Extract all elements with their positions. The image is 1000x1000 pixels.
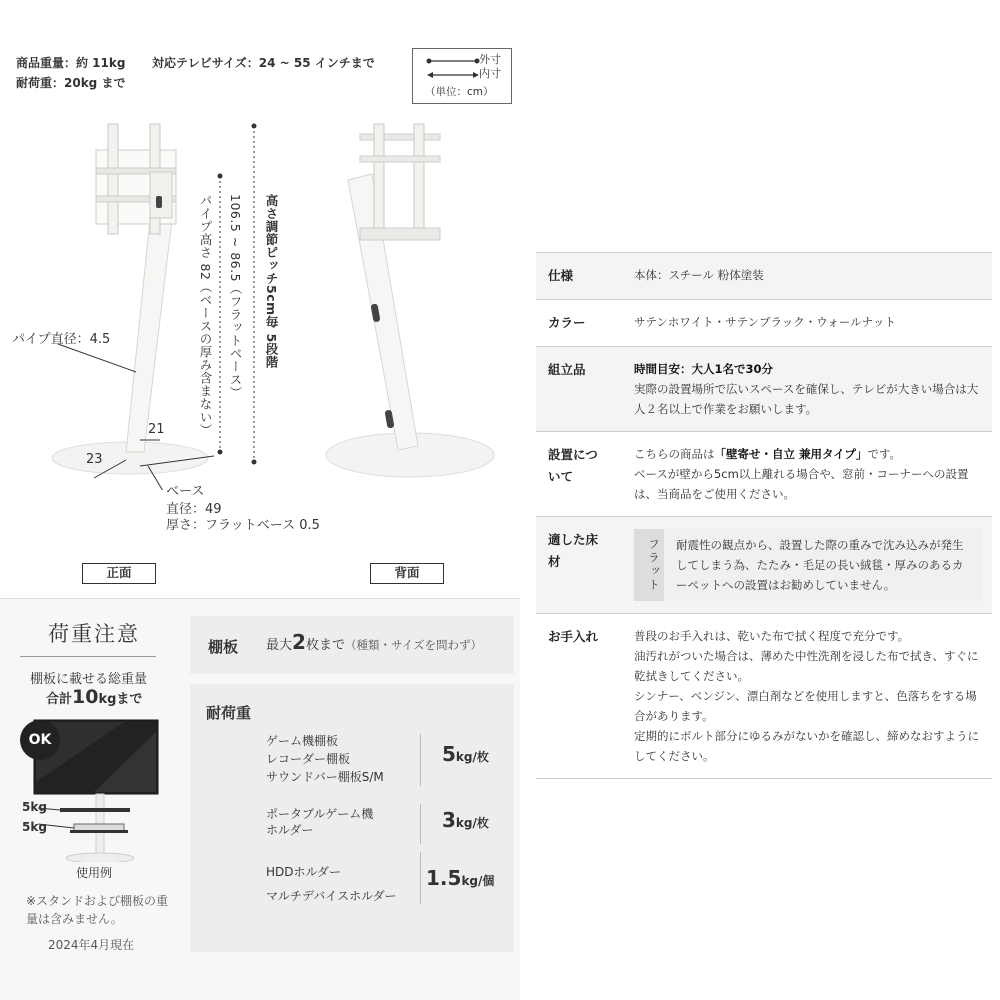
base-diameter: 直径：49: [166, 502, 222, 517]
dim-23-label: 23: [86, 452, 103, 467]
unit-legend: [412, 48, 512, 104]
capacity-card: [190, 684, 514, 952]
spec-table: [536, 252, 992, 779]
divider: [420, 804, 421, 844]
load-subtitle: 棚板に載せる総重量: [30, 672, 148, 687]
care-line: 普段のお手入れは、乾いた布で拭く程度で充分です。: [634, 629, 910, 643]
capacity-value: 1.5kg/個: [426, 866, 495, 890]
capacity-item-names: ポータブルゲーム機 ホルダー: [266, 807, 374, 837]
legend-inner: 内寸: [479, 67, 501, 80]
as-of-date: 2024年4月現在: [48, 938, 135, 952]
install-pre: こちらの商品は: [634, 447, 715, 461]
assembly-time: 時間目安：大人1名で30分: [634, 362, 774, 376]
legend-unit: （単位：cm）: [425, 86, 494, 98]
shelf-weight-2: 5kg: [22, 820, 47, 834]
shelf-weight-1: 5kg: [22, 800, 47, 814]
spec-head: 適した床材: [548, 532, 599, 569]
pipe-diameter-label: パイプ直径：4.5: [12, 332, 111, 347]
back-caption: 背面: [370, 563, 444, 584]
spec-row-care: [536, 614, 992, 779]
spec-row-floor: [536, 517, 992, 614]
install-type: 「壁寄せ・自立 兼用タイプ」: [714, 447, 868, 461]
install-note: ベースが壁から5cm以上離れる場合や、窓前・コーナーへの設置は、当商品をご使用ください。: [634, 467, 969, 501]
capacity-title: 耐荷重: [206, 704, 252, 722]
spec-row-assembly: [536, 347, 992, 432]
flat-base-note: [634, 529, 982, 601]
legend-arrows: [425, 55, 485, 79]
divider: [0, 598, 520, 599]
dim-21-label: 21: [148, 422, 165, 437]
load-capacity: 耐荷重：20kg まで: [16, 76, 126, 90]
capacity-item-names: HDDホルダー マルチデバイスホルダー: [266, 865, 397, 903]
care-line: 定期的にボルト部分にゆるみがないかを確認し、締めなおすようにしてください。: [634, 729, 979, 763]
care-line: 油汚れがついた場合は、薄めた中性洗剤を浸した布で拭き、すぐに乾拭きしてください。: [634, 649, 979, 683]
spec-row-installation: [536, 432, 992, 517]
divider: [420, 852, 421, 904]
height-pitch-label: 高さ調節ピッチ5cm毎 5段階: [264, 194, 279, 369]
product-weight: 商品重量：約 11kg: [16, 56, 126, 70]
back-stand: [326, 124, 494, 477]
flat-tag: フラット: [634, 529, 664, 601]
spec-row-material: [536, 253, 992, 300]
capacity-value: 3kg/枚: [442, 808, 489, 832]
install-post: です。: [867, 447, 902, 461]
spec-head: 仕様: [548, 268, 574, 283]
front-caption: 正面: [82, 563, 156, 584]
load-total: 合計10kgまで: [46, 686, 143, 708]
front-stand: [52, 124, 208, 474]
pipe-height-label: パイプ高さ 82（ベースの厚み含まない）: [198, 194, 213, 437]
spec-head: 組立品: [548, 362, 586, 377]
floor-note: 耐震性の観点から、設置した際の重みで沈み込みが発生してしまう為、たたみ・毛足の長い絨毯・厚みのあるカーペットへの設置はお勧めしていません。: [676, 538, 964, 592]
spec-body: サテンホワイト・サテンブラック・ウォールナット: [634, 315, 896, 329]
usage-example: 使用例: [76, 866, 113, 880]
weight-exclusion-note: ※スタンドおよび棚板の重量は含みません。: [26, 894, 169, 926]
base-thickness: 厚さ：フラットベース 0.5: [166, 518, 320, 533]
tv-size: 対応テレビサイズ：24 ~ 55 インチまで: [152, 56, 375, 70]
spec-row-color: [536, 300, 992, 347]
load-notice-title: 荷重注意: [48, 622, 140, 646]
divider: [420, 734, 421, 786]
stand-illustration: [0, 110, 520, 490]
base-title: ベース: [166, 484, 205, 499]
shelf-card: [190, 616, 514, 674]
shelf-label: 棚板: [208, 638, 239, 656]
spec-head: お手入れ: [548, 629, 599, 644]
spec-body: 本体：スチール 粉体塗装: [634, 268, 764, 282]
capacity-item-names: ゲーム機棚板 レコーダー棚板 サウンドバー棚板S/M: [266, 734, 384, 784]
spec-head: カラー: [548, 315, 586, 330]
title-underline: [20, 656, 156, 657]
shelf-max: 最大2枚まで（種類・サイズを問わず）: [266, 630, 483, 654]
height-range-label: 106.5 ~ 86.5（フラットベース）: [228, 194, 243, 400]
legend-outer: 外寸: [479, 53, 501, 66]
spec-head: 設置について: [548, 447, 598, 484]
care-line: シンナー、ベンジン、漂白剤などを使用しますと、色落ちをする場合があります。: [634, 689, 977, 723]
assembly-note: 実際の設置場所で広いスペースを確保し、テレビが大きい場合は大人２名以上で作業をお願いします。: [634, 382, 979, 416]
capacity-value: 5kg/枚: [442, 742, 489, 766]
ok-badge: OK: [20, 720, 60, 760]
